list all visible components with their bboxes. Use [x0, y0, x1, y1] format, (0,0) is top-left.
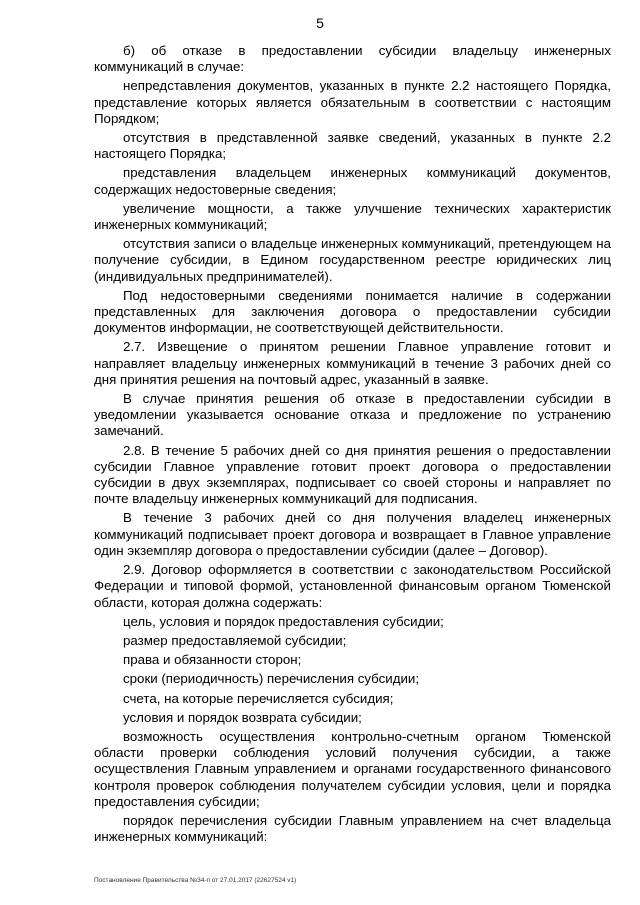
paragraph: 2.7. Извещение о принятом решении Главное управление готовит и направляет владельцу инженерных коммуникаций в течение 3 рабочих дней со дня принятия решения на почтовый адрес, указанный в заявке. — [94, 339, 611, 387]
list-item: возможность осуществления контрольно-счетным органом Тюменской области проверки соблюдения условий получения субсидии, а также осуществления Главным управлением и органами государственного финансового контроля проверок соблюдения получателем субсидии условия, цели и порядка предоставления субсидии; — [94, 728, 611, 809]
list-item: права и обязанности сторон; — [123, 652, 302, 668]
paragraph: 2.8. В течение 5 рабочих дней со дня принятия решения о предоставлении субсидии Главное управление готовит проект договора о предоставлении субсидии в двух экземплярах, подписывает со своей стороны и направляет по почте владельцу инженерных коммуникаций для подписания. — [94, 442, 611, 507]
list-item: цель, условия и порядок предоставления субсидии; — [123, 613, 444, 629]
list-item: размер предоставляемой субсидии; — [123, 632, 347, 648]
paragraph: 2.9. Договор оформляется в соответствии с законодательством Российской Федерации и типовой формой, установленной финансовым органом Тюменской области, которая должна содержать: — [94, 562, 611, 610]
paragraph: отсутствия записи о владельце инженерных коммуникаций, претендующем на получение субсидии, в Едином государственном реестре юридических лиц (индивидуальных предпринимателей). — [94, 236, 611, 284]
list-item: счета, на которые перечисляется субсидия; — [123, 690, 394, 706]
paragraph: В течение 3 рабочих дней со дня получения владелец инженерных коммуникаций подписывает проект договора и возвращает в Главное управление один экземпляр договора о предоставлении субсидии (далее – Договор). — [94, 510, 611, 558]
page-number: 5 — [316, 15, 324, 31]
document-footer: Постановление Правительства №34-п от 27.01.2017 (22627524 v1) — [94, 877, 297, 884]
paragraph: В случае принятия решения об отказе в предоставлении субсидии в уведомлении указывается основание отказа и предложение по устранению замечаний. — [94, 391, 611, 439]
list-item: порядок перечисления субсидии Главным управлением на счет владельца инженерных коммуникаций: — [94, 812, 611, 845]
list-item: сроки (периодичность) перечисления субсидии; — [123, 671, 420, 687]
paragraph: б) об отказе в предоставлении субсидии владельцу инженерных коммуникаций в случае: — [94, 43, 611, 75]
list-item: условия и порядок возврата субсидии; — [123, 709, 362, 725]
paragraph: увеличение мощности, а также улучшение технических характеристик инженерных коммуникаций; — [94, 200, 611, 233]
paragraph: Под недостоверными сведениями понимается наличие в содержании представленных для заключения договора о предоставлении субсидии документов информации, не соответствующей действительности. — [94, 287, 611, 336]
paragraph: отсутствия в представленной заявке сведений, указанных в пункте 2.2 настоящего Порядка; — [94, 130, 611, 162]
document-body — [94, 43, 611, 848]
paragraph: непредставления документов, указанных в пункте 2.2 настоящего Порядка, представление которых является обязательным в соответствии с настоящим Порядком; — [94, 78, 611, 126]
paragraph: представления владельцем инженерных коммуникаций документов, содержащих недостоверные сведения; — [94, 165, 611, 197]
